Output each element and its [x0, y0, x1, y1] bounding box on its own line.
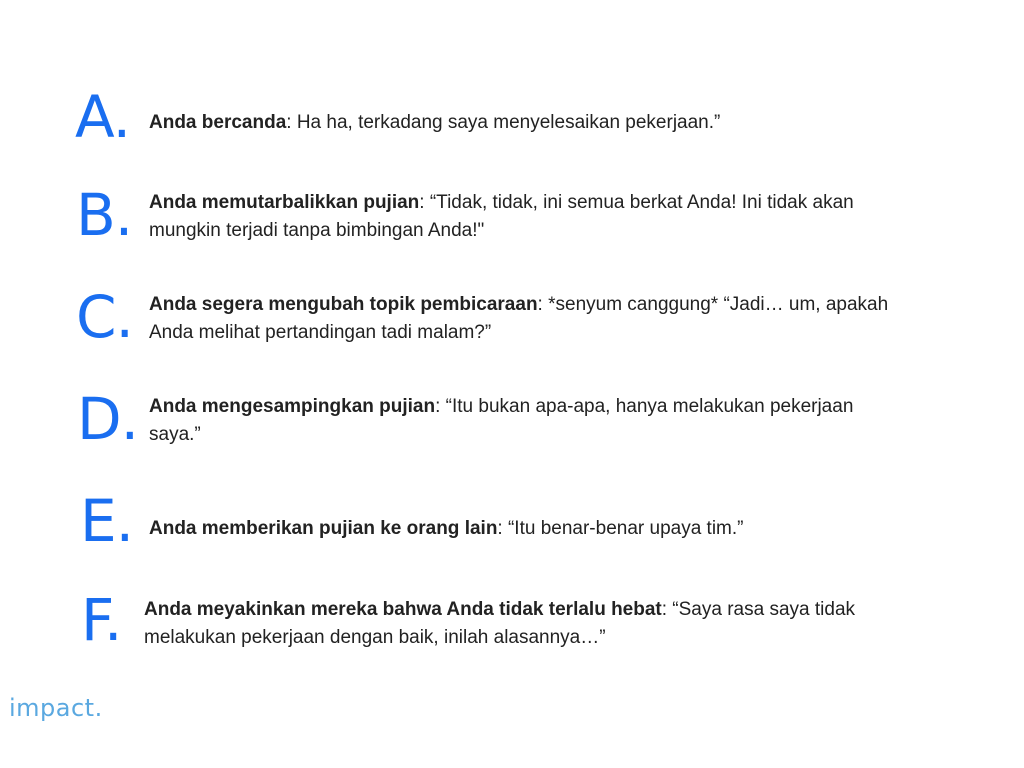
option-rest: : Ha ha, terkadang saya menyelesaikan pekerjaan.”: [286, 112, 721, 133]
option-text: [144, 596, 884, 652]
option-text: [149, 393, 889, 449]
option-text: [149, 291, 889, 347]
option-lead: Anda memutarbalikkan pujian: [149, 192, 420, 213]
impact-logo: impact.: [9, 694, 103, 722]
option-letter: E.: [80, 487, 134, 555]
option-lead: Anda segera mengubah topik pembicaraan: [149, 294, 538, 315]
option-rest: : “Itu benar-benar upaya tim.”: [497, 518, 744, 539]
option-letter: D.: [77, 385, 139, 453]
option-lead: Anda bercanda: [149, 112, 287, 133]
option-rest: : *senyum canggung* “Jadi… um, apakah Anda melihat pertandingan tadi malam?”: [149, 294, 889, 343]
option-text: [149, 515, 889, 543]
option-rest: : “Saya rasa saya tidak melakukan pekerjaan dengan baik, inilah alasannya…”: [144, 599, 856, 648]
option-letter: A.: [75, 83, 131, 151]
option-letter: B.: [76, 181, 133, 249]
option-rest: : “Itu bukan apa-apa, hanya melakukan pekerjaan saya.”: [149, 396, 854, 445]
option-text: [149, 189, 889, 245]
option-rest: : “Tidak, tidak, ini semua berkat Anda! Ini tidak akan mungkin terjadi tanpa bimbingan Anda!": [149, 192, 854, 241]
option-lead: Anda memberikan pujian ke orang lain: [149, 518, 498, 539]
option-letter: C.: [76, 283, 133, 351]
option-text: [149, 109, 889, 137]
option-letter: F.: [81, 586, 122, 654]
option-lead: Anda mengesampingkan pujian: [149, 396, 436, 417]
option-lead: Anda meyakinkan mereka bahwa Anda tidak terlalu hebat: [144, 599, 662, 620]
